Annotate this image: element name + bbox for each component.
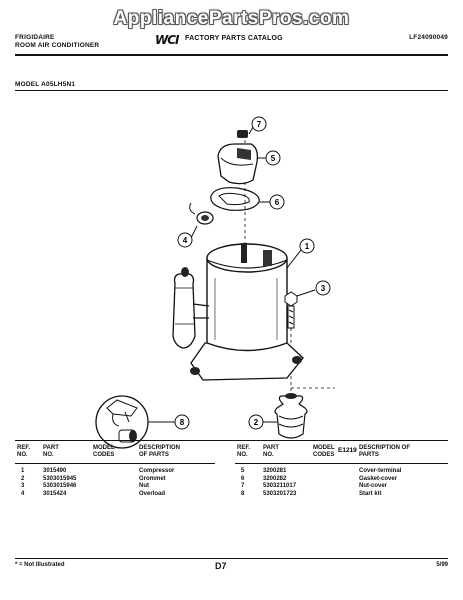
header-codes-right: MODEL CODES (313, 445, 335, 458)
callout-1-label: 1 (304, 242, 310, 251)
header-ref-right: REF. NO. (237, 445, 251, 458)
table-row-desc: Compressor (139, 468, 175, 474)
catalog-title: FACTORY PARTS CATALOG (185, 35, 283, 42)
overload-part (190, 203, 213, 238)
callout-4-label: 4 (182, 236, 188, 245)
table-row-ref: 2 (21, 475, 25, 482)
nut-cover-part (237, 127, 253, 138)
callout-4 (178, 233, 192, 247)
header-ref-left: REF. NO. (17, 445, 31, 458)
table-row-ref: 4 (21, 490, 25, 497)
callout-3-label: 3 (320, 284, 326, 293)
callout-1 (300, 239, 314, 253)
terminal-cover-part (218, 144, 266, 184)
table-row-desc: Gasket-cover (359, 475, 398, 482)
table-row-desc: Cover-terminal (359, 468, 402, 474)
parts-table-left (15, 468, 215, 502)
table-row-part: 3200281 (263, 468, 287, 474)
table-row-ref: 7 (241, 483, 245, 490)
table-row-part: 3015424 (43, 490, 67, 497)
callout-6-label: 6 (274, 198, 280, 207)
table-row-ref: 6 (241, 475, 245, 482)
callout-3 (316, 281, 330, 295)
callout-2 (249, 415, 263, 429)
table-row-desc: Grommet (139, 475, 166, 482)
gasket-cover-part (211, 188, 270, 211)
footer-rule (15, 558, 448, 559)
callout-2-label: 2 (253, 418, 259, 427)
header-rule (15, 54, 448, 56)
table-row-ref: 5 (241, 468, 245, 474)
table-row-ref: 3 (21, 483, 25, 490)
callout-5-label: 5 (270, 154, 276, 163)
brand-label: FRIGIDAIRE (15, 34, 55, 41)
parts-table-right (235, 468, 448, 502)
callout-7 (252, 117, 266, 131)
table-row-part: 5303211017 (263, 483, 297, 490)
compressor-part (173, 243, 303, 380)
table-row-part: 5303201723 (263, 490, 297, 497)
illustration-code: E1219 (338, 447, 357, 454)
table-row-desc: Nut-cover (359, 483, 388, 490)
grommet-part (263, 393, 307, 438)
product-label: ROOM AIR CONDITIONER (15, 42, 100, 49)
parts-catalog-page (15, 32, 448, 580)
header-desc-right: DESCRIPTION OF PARTS (359, 445, 411, 458)
nut-part (285, 290, 315, 328)
not-illustrated-note: * = Not Illustrated (15, 562, 65, 568)
header-desc-left: DESCRIPTION OF PARTS (139, 445, 181, 458)
callout-8-label: 8 (179, 418, 185, 427)
revision-date: 5/99 (436, 562, 448, 568)
table-row-ref: 8 (241, 490, 245, 497)
catalog-number: LF24090049 (409, 34, 448, 41)
callout-5 (266, 151, 280, 165)
table-header-underline-left (15, 463, 215, 464)
table-top-rule (15, 440, 448, 441)
model-label: MODEL A05LH5N1 (15, 81, 76, 88)
table-header-underline-right (235, 463, 448, 464)
header-part-left: PART NO. (43, 445, 59, 458)
table-row-part: 5303015946 (43, 483, 77, 490)
header-part-right: PART NO. (263, 445, 279, 458)
header-codes-left: MODEL CODES (93, 445, 115, 458)
wci-logo: WCI (155, 33, 179, 47)
watermark-text: AppliancePartsPros.com (113, 8, 350, 29)
page-number: D7 (215, 561, 227, 571)
callout-6 (270, 195, 284, 209)
table-row-ref: 1 (21, 468, 25, 474)
callout-8 (175, 415, 189, 429)
table-row-part: 3200282 (263, 475, 287, 482)
table-row-desc: Nut (139, 483, 149, 490)
table-row-desc: Overload (139, 490, 166, 497)
table-row-desc: Start kit (359, 490, 382, 497)
table-row-part: 3015490 (43, 468, 67, 474)
table-row-part: 5303015945 (43, 475, 77, 482)
callout-7-label: 7 (256, 120, 262, 129)
